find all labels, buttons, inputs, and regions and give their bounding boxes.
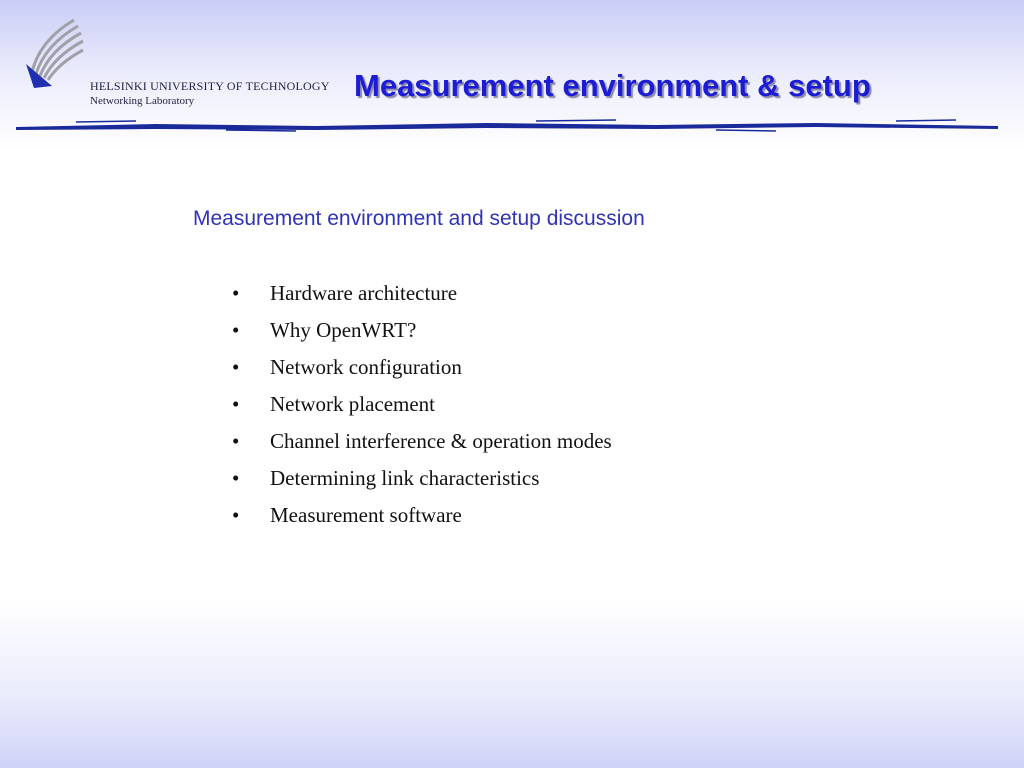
slide-title: Measurement environment & setup	[354, 68, 871, 103]
list-item	[232, 466, 612, 503]
list-item	[232, 281, 612, 318]
hut-fan-logo-icon	[22, 16, 84, 92]
list-item	[232, 392, 612, 429]
bullet-marker: •	[232, 429, 240, 453]
slide-subtitle: Measurement environment and setup discussion	[193, 207, 645, 230]
bullet-text: Channel interference & operation modes	[270, 429, 612, 453]
list-item	[232, 318, 612, 355]
bullet-text: Determining link characteristics	[270, 466, 540, 490]
header-divider-rule	[16, 118, 998, 134]
bullet-marker: •	[232, 466, 240, 490]
bullet-text: Why OpenWRT?	[270, 318, 417, 342]
list-item	[232, 503, 612, 540]
laboratory-name: Networking Laboratory	[90, 95, 195, 107]
bullet-text: Measurement software	[270, 503, 462, 527]
bullet-marker: •	[232, 281, 240, 305]
bullet-text: Network configuration	[270, 355, 462, 379]
bullet-marker: •	[232, 318, 240, 342]
bullet-marker: •	[232, 503, 240, 527]
list-item	[232, 429, 612, 466]
bullet-text: Network placement	[270, 392, 436, 416]
list-item	[232, 355, 612, 392]
bullet-list	[232, 281, 612, 540]
bullet-marker: •	[232, 355, 240, 379]
bullet-marker: •	[232, 392, 240, 416]
bullet-text: Hardware architecture	[270, 281, 458, 305]
university-name: HELSINKI UNIVERSITY OF TECHNOLOGY	[90, 79, 330, 93]
